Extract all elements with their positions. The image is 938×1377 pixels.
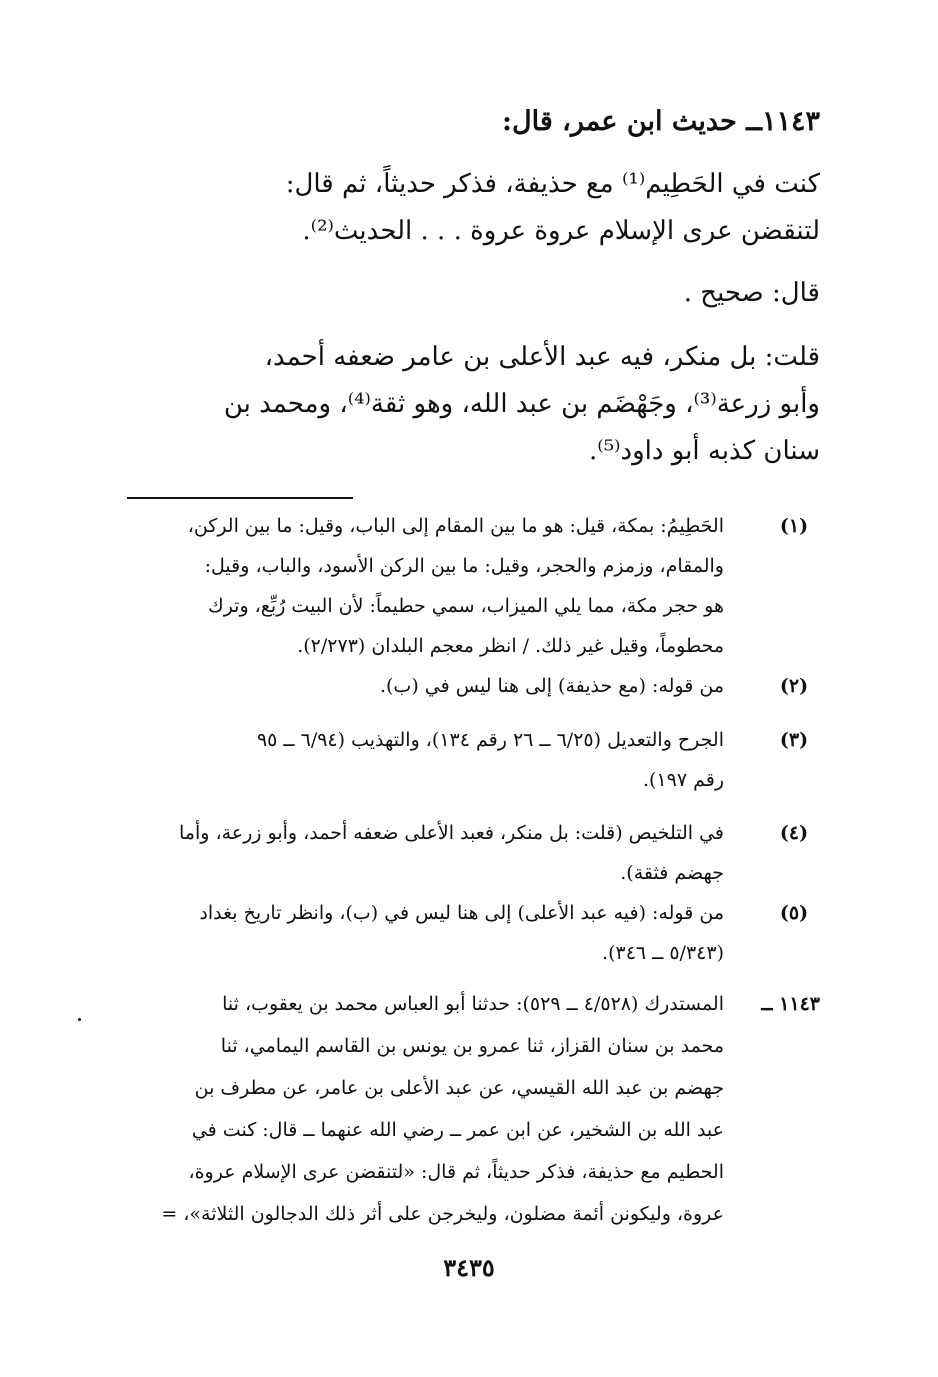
hadith-heading: ١١٤٣ــ حديث ابن عمر، قال:: [502, 106, 820, 137]
source-number: ١١٤٣ ــ: [761, 993, 820, 1015]
footnote-line: هو حجر مكة، مما يلي الميزاب، سمي حطيماً: لأن البيت رُبِّع، وترك: [208, 595, 724, 617]
source-line: المستدرك (٤/٥٢٨ ــ ٥٢٩): حدثنا أبو العباس محمد بن يعقوب، ثنا: [222, 993, 724, 1015]
footnote-2: [120, 666, 820, 706]
footnote-line: والمقام، وزمزم والحجر، وقيل: ما بين الركن الأسود، والباب، وقيل:: [204, 555, 724, 577]
footnote-line: (٥/٣٤٣ ــ ٣٤٦).: [602, 942, 724, 964]
footnote-line: محطوماً، وقيل غير ذلك. / انظر معجم البلدان (٢/٢٧٣).: [297, 635, 724, 657]
source-line: محمد بن سنان القزاز، ثنا عمرو بن يونس بن القاسم اليمامي، ثنا: [220, 1035, 724, 1057]
footnote-1: [120, 506, 820, 666]
footnote-line: رقم ١٩٧).: [642, 769, 724, 791]
source-block: [120, 983, 820, 1235]
page-number: ٣٤٣٥: [443, 1253, 495, 1282]
qultu-line: سنان كذبه أبو داود⁽⁵⁾.: [589, 436, 820, 466]
qultu-line: قلت: بل منكر، فيه عبد الأعلى بن عامر ضعفه أحمد،: [264, 342, 820, 372]
footnote-line: الجرح والتعديل (٦/٢٥ ــ ٢٦ رقم ١٣٤)، والتهذيب (٦/٩٤ ــ ٩٥: [256, 729, 724, 751]
footnote-number: (٤): [779, 822, 809, 844]
footnote-line: جهضم فثقة).: [620, 862, 724, 884]
footnote-line: الحَطِيمُ: بمكة، قيل: هو ما بين المقام إلى الباب، وقيل: ما بين الركن،: [187, 515, 724, 537]
source-line: جهضم بن عبد الله القيسي، عن عبد الأعلى بن عامر، عن مطرف بن: [194, 1077, 724, 1099]
qultu-line: وأبو زرعة⁽³⁾، وجَهْضَم بن عبد الله، وهو ثقة⁽⁴⁾، ومحمد بن: [223, 389, 820, 419]
footnote-line: من قوله: (مع حذيفة) إلى هنا ليس في (ب).: [379, 675, 724, 697]
footnote-line: في التلخيص (قلت: بل منكر، فعبد الأعلى ضعفه أحمد، وأبو زرعة، وأما: [179, 822, 724, 844]
footnote-number: (٥): [779, 902, 809, 924]
source-line: الحطيم مع حذيفة، فذكر حديثاً، ثم قال: «لتنقضن عرى الإسلام عروة،: [188, 1161, 724, 1183]
footnote-separator: [127, 497, 353, 499]
source-line: عبد الله بن الشخير، عن ابن عمر ــ رضي الله عنهما ــ قال: كنت في: [191, 1119, 724, 1141]
ink-speck: [78, 1018, 81, 1021]
footnote-number: (١): [779, 515, 809, 537]
qala-line: قال: صحيح .: [683, 278, 820, 308]
source-line: عروة، وليكونن أئمة مضلون، وليخرجن على أثر ذلك الدجالون الثلاثة»، =: [161, 1203, 724, 1225]
footnote-5: [120, 893, 820, 973]
footnote-4: [120, 813, 820, 893]
footnote-number: (٢): [779, 675, 809, 697]
footnote-3: [120, 720, 820, 800]
footnote-line: من قوله: (فيه عبد الأعلى) إلى هنا ليس في (ب)، وانظر تاريخ بغداد: [199, 902, 724, 924]
body-line: لتنقضن عرى الإسلام عروة عروة . . . الحديث⁽²⁾.: [302, 216, 820, 246]
body-line: كنت في الحَطِيم⁽¹⁾ مع حذيفة، فذكر حديثاً، ثم قال:: [285, 169, 820, 199]
footnote-number: (٣): [779, 729, 809, 751]
